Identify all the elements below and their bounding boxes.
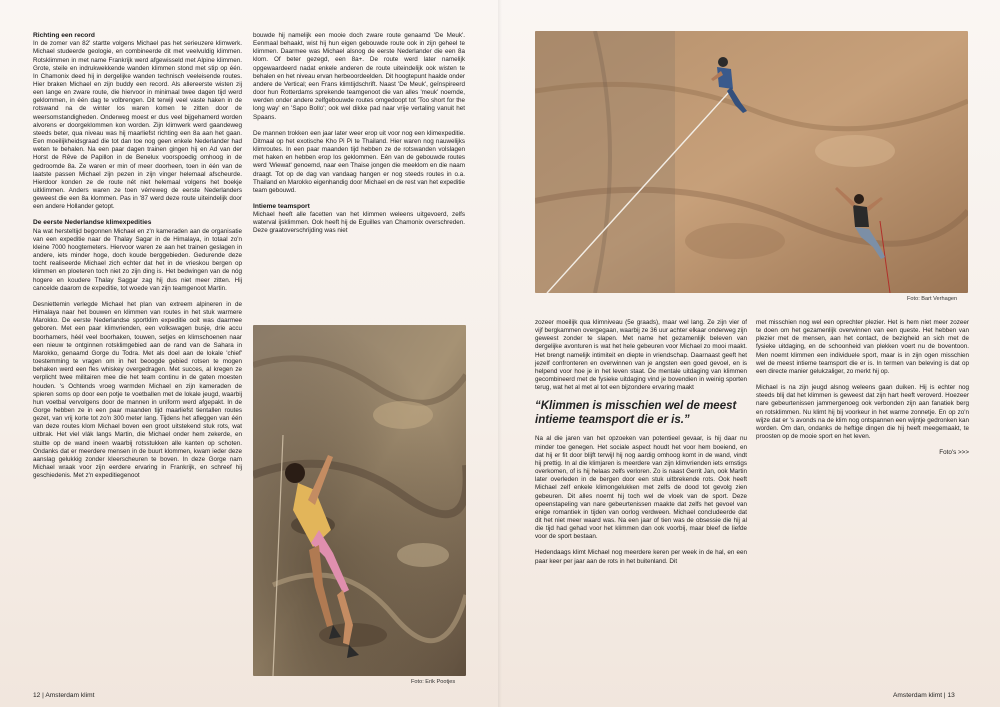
climber-overhang-photo xyxy=(253,325,466,676)
body-paragraph: In de zomer van 82' startte volgens Michael pas het serieuzere klimwerk. Michael studeerde geologie, en combineerde dit met veelvuldig klimmen. Rotsklimmen in met name Frankrijk werd afgewisseld met Alpine klimmen. Grote, steile en indrukwekkende wanden klimmen stond met stip op één. In Chamonix deed hij in dergelijke wanden technisch veeleisende routes. Hier braken Michael en zijn buddy een record. Als allereerste wisten zij een lange en zware route, die hiervoor in minimaal twee dagen tijd werd geklommen, in één dag te volbrengen. Dit terwijl veel vaste haken in de rotswand na de winter los waren komen te zitten door de weersomstandigheden. Onderweg moest er dus veel bijgehamerd worden alvorens er doorgeklommen kon worden. Zijn klimwerk werd gaandeweg steeds beter, qua niveau was hij maarliefst richting een 8a aan het gaan. Een moeilijkheidsgraad die tot dan toe nog geen enkele Nederlander had weten te behalen. Na een paar dagen trainen gingen hij en Ad van der Horst de Rêve de Papillon in de Benelux voorspoedig omhoog in de gedroomde 8a. Ze waren er min of meer doorheen, toen in één van de laatste passen Michael zijn pezen in zijn vinger helemaal afscheurde. Hierdoor konden ze de route nét niet helemaal volgens het boekje uitklimmen. Anders waren ze toen vérreweg de eerste Nederlanders geweest die een 8a klommen. Pas in '87 werd deze route uiteindelijk door een andere Hollander getopt. xyxy=(33,40,242,211)
section-heading: De eerste Nederlandse klimexpedities xyxy=(33,219,152,227)
body-paragraph: Michael heeft alle facetten van het klimmen weleens uitgevoerd, zelfs waterval ijsklimmen. Ook heeft hij de Eguilles van Chamonix overschreden. Deze graatoverschrijding was niet xyxy=(253,211,465,235)
section-heading: Intieme teamsport xyxy=(253,202,310,210)
photo-caption-top: Foto: Bart Verhagen xyxy=(907,296,958,302)
body-paragraph: zozeer moeilijk qua klimniveau (5e graads), maar wel lang. Ze zijn vier of vijf bergkammen overgegaan, waarbij ze 36 uur achter elkaar onderweg zijn geweest zonder te slapen. Met name het gezamenlijk beleven van dergelijke avonturen is wat het hele gebeuren voor Michael zo mooi maakt. Het brengt namelijk intimiteit en diepte in vriendschap. Daarnaast geeft het jezelf confronteren en overwinnen van je angsten een goed gevoel, en is helpend voor hoe je in het leven staat. De mentale uitdaging van klimmen gecombineerd met de fysieke uitdaging vind je bovendien in weinig sporten terug, wat het al met al tot een bijzondere ervaring maakt xyxy=(535,319,747,392)
climber-overhang-image xyxy=(253,325,466,676)
page-gutter xyxy=(498,0,502,707)
photo-caption-left: Foto: Erik Pootjes xyxy=(411,679,456,685)
body-paragraph: Desniettemin verlegde Michael het plan van extreem alpineren in de Himalaya naar het bouwen en klimmen van routes in het stuk warmere Marokko. De eerste Nederlandse sportklim expeditie ooit was daarmee geboren. Met een paar klimvrienden, een volkswagen busje, drie accu boorhamers, héél veel boorhaken, touwen, setjes en klimschoenen naar een nieuw te ontginnen rotsklimgebied aan de rand van de Sahara in Marokko, genaamd Gorge du Todra. Met als doel aan de lokale 'chief' toestemming te vragen om in het beoogde gebied rotsen te mogen behaken werd een fles whiskey overgedragen. Met succes, al kregen ze verplicht twee militairen mee die het team continu in de gaten moesten houden. 's Ochtends vroeg warmden Michael en zijn kameraden de spieren soms op door een potje te voetballen met de lokale jeugd, waarbij hun voetbal vervolgens door de mannen in uniform werd afgepakt. In de Gorge hebben ze in een paar maanden tijd maarliefst tientallen routes gezet, van vrij korte tot zo'n 300 meter lang. Tijdens het afleggen van één van deze routes klom Michael boven een groot uitstekend stuk rots, wat uitbrak. Het viel vlák langs Martin, die Michael onder hem zekerde, en stuitte op de wand ineen waarbij rotsstukken alle kanten op schoten. Ondanks dat er meerdere mensen in de buurt klommen, kwam ieder deze aanslag gelukkig zonder kleerscheuren te boven. In deze Gorge nam Michael wraak voor zijn eerdere ervaring in Frankrijk, en schreef hij geschiedenis. Met z'n expeditiegenoot xyxy=(33,300,242,480)
more-photos-link: Foto's >>> xyxy=(939,449,969,457)
page-number-right: Amsterdam klimt | 13 xyxy=(893,692,955,699)
body-paragraph: met misschien nog wel een oprechter plezier. Het is hem niet meer zozeer te doen om het gezamenlijk overwinnen van een queste. Het hebben van plezier met de mensen, aan het contact, de bezigheid an sich met de fysieke uitdaging, en de schoonheid van plekken voert nu de boventoon. Men noemt klimmen een individuele sport, maar is in zijn ogen misschien wel de meest intieme teamsport die er is. In termen van beleving is dat op een directe manier gelukzaliger, zo merkt hij op. xyxy=(756,319,969,375)
body-paragraph: Na al die jaren van het opzoeken van potentieel gevaar, is hij daar nu minder toe genegen. Het sociale aspect houdt het voor hem boeiend, en dat hij er fit door blijft terwijl hij nog aardig omhoog komt in de wand, vindt hij prettig. In al die klimjaren is meerdere van zijn klimvrienden iets ernstigs overkomen, of is hij helaas zelfs verloren. Zo is naast Gerrit Jan, ook Martin later overleden in de bergen door een stuk uitbrekende rots. Ook heeft Michael zelf enkele klimongelukken met zelfs de dood tot gevolg zien gebeuren. Dit alles noemt hij toch wel de vloek van de sport. Deze opeenstapeling van nare gebeurtenissen maakte dat zelfs het gevoel van enige romantiek in tijden van oorlog verdween. Michael concludeerde dat dit het niet meer waard was. Na een jaar of tien was de obsessie die hij al die tijd had gehad voor het klimmen dan ook voorbij, maar bleef de liefde voor de sport bestaan. xyxy=(535,435,747,541)
right-page-column-2 xyxy=(756,319,969,465)
page-number-left: 12 | Amsterdam klimt xyxy=(33,692,95,699)
body-paragraph: bouwde hij namelijk een mooie doch zware route genaamd 'De Meuk'. Eenmaal behaakt, wist hij hun eigen gebouwde route ook in zijn geheel te klimmen. Daarmee was Michael alsnog de eerste Nederlander die een 8a klom. Of beter gezegd, een 8a+. De route werd later namelijk opgewaardeerd nadat enkele anderen de route uiteindelijk ook wisten te behalen en het niveau ervan herbeoordeelden. Dit hoogtepunt haalde onder andere de Vertical; een Frans klimtijdschrift. Naast 'De Meuk', geïnspireerd door hun Rotterdams sprekende teamgenoot die van alles 'meuk' noemde, werden onder andere zelfgebouwde routes omgedoopt tot 'Too short for the long way' en 'Sapo Bollo'; ook wel dikke pad naar vrije vertaling vanuit het Spaans. xyxy=(253,32,465,121)
section-heading: Richting een record xyxy=(33,32,95,39)
right-page-column-1 xyxy=(535,319,747,574)
two-climbers-wall-photo xyxy=(535,31,968,293)
body-paragraph: Michael is na zijn jeugd alsnog weleens gaan duiken. Hij is echter nog steeds blij dat het klimmen is geweest dat zijn hart heeft veroverd. Hoezeer nare gebeurtenissen jammergenoeg ook verbonden zijn aan fanatiek berg en rotsklimmen. Nu klimt hij bij voorkeur in het warme zonnetje. En op zo'n wijze dat er 's avonds na de klim nog ontspannen een wijntje gedronken kan worden. Om dan, ondanks de heftige dingen die hij heeft meegemaakt, te proosten op de mooie sport en het leven. xyxy=(756,384,969,441)
left-page-column-1 xyxy=(33,32,242,488)
two-climbers-wall-image xyxy=(535,31,968,293)
body-paragraph: Na wat hersteltijd begonnen Michael en z'n kameraden aan de organisatie van een expeditie naar de Thalay Sagar in de Himalaya, in totaal zo'n kleine 7000 hoogtemeters. Hiervoor waren ze aan het trainen geslagen in andere, iets minder hoge, doch koude berggebieden. Gedurende deze tocht realiseerde Michael zich echter dat het in de vrieskou bergen op klimmen en ploeteren toch niet zo zijn ding is. Het bedwingen van de nóg hogere en koudere Thalay Saggar zag hij dus niet meer zitten. Hij cancelde daarom de expeditie, tot woede van zijn teamgenoot Martin. xyxy=(33,227,242,292)
body-paragraph: De mannen trokken een jaar later weer erop uit voor nog een klimexpeditie. Ditmaal op het exotische Kho Pi Pi te Thailand. Hier waren nog nauwelijks klimroutes. In een paar maanden tijd hebben ze de rotswanden volslagen met haken en hebben erop los geklommen. Eén van de gebouwde routes werd 'Wiewat' genoemd, naar een Thaise jongen die meeklom en die naam draagt. Tot op de dag van vandaag hangen er nog steeds routes in o.a. Thailand en Marokko eigenhandig door Michael en de rest van het expeditie team gebouwd. xyxy=(253,129,465,194)
left-page-column-2 xyxy=(253,32,465,244)
body-paragraph: Hedendaags klimt Michael nog meerdere keren per week in de hal, en een paar keer per jaar aan de rots in het buitenland. Dit xyxy=(535,549,747,565)
pull-quote: “Klimmen is misschien wel de meest intieme teamsport die er is.” xyxy=(535,400,737,426)
